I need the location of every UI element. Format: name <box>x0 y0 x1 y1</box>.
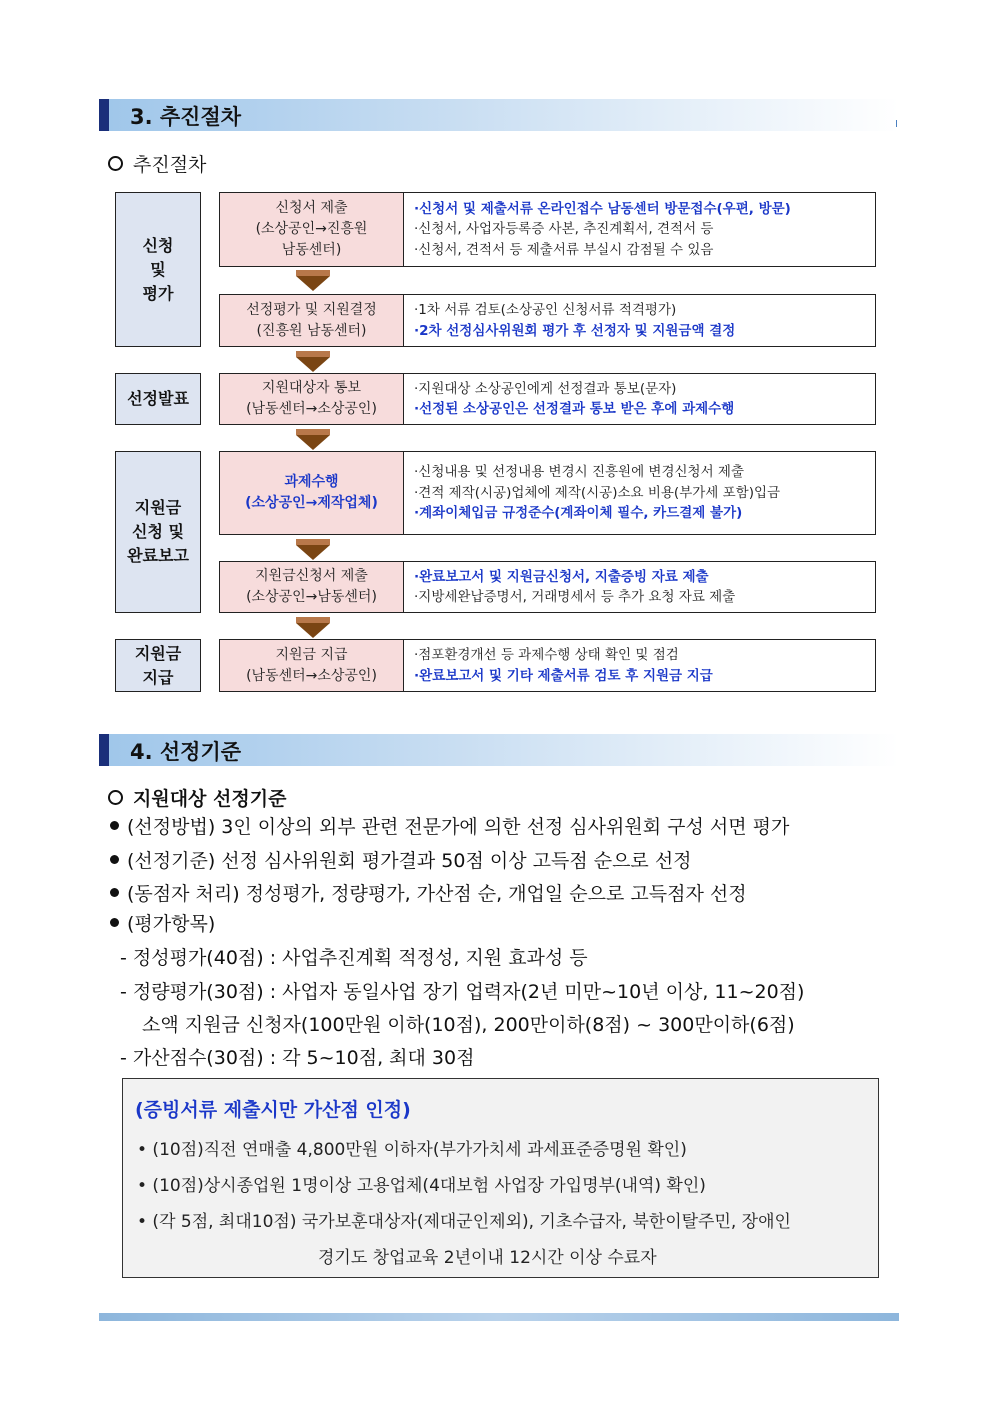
header-accent <box>99 734 109 766</box>
note-item: • (10점)직전 연매출 4,800만원 이하자(부가가치세 과세표준증명원 확인) <box>137 1140 687 1160</box>
phase-grant-payment: 지원금 지급 <box>115 639 201 692</box>
bullet-dot-icon <box>110 821 119 830</box>
criteria-item: (동점자 처리) 정성평가, 정량평가, 가산점 순, 개업일 순으로 고득점자 선정 <box>110 882 747 907</box>
bullet-dot-icon <box>110 888 119 897</box>
flow-step-notification: 지원대상자 통보 (남동센터→소상공인) <box>219 373 404 425</box>
flow-step-project-execution: 과제수행 (소상공인→제작업체) <box>219 451 404 535</box>
eval-item: 소액 지원금 신청자(100만원 이하(10점), 200만이하(8점) ~ 300만이하(6점) <box>142 1014 795 1036</box>
circle-bullet-icon <box>108 790 123 805</box>
section-3-header <box>99 99 899 131</box>
note-item: • (각 5점, 최대10점) 국가보훈대상자(제대군인제외), 기초수급자, 북한이탈주민, 장애인 <box>137 1212 791 1232</box>
down-arrow-icon <box>296 270 330 291</box>
criteria-item: (선정기준) 선정 심사위원회 평가결과 50점 이상 고득점 순으로 선정 <box>110 849 692 874</box>
flow-step-grant-payment: 지원금 지급 (남동센터→소상공인) <box>219 639 404 692</box>
footer-bar <box>99 1313 899 1321</box>
circle-bullet-icon <box>108 156 123 171</box>
section-3-title: 3. 추진절차 <box>130 105 242 129</box>
header-accent <box>99 99 109 131</box>
phase-selection-announcement: 선정발표 <box>115 373 201 425</box>
down-arrow-icon <box>296 429 330 450</box>
section-4-header <box>99 734 899 766</box>
flow-step-description: ·점포환경개선 등 과제수행 상태 확인 및 점검 ·완료보고서 및 기타 제출서류 검토 후 지원금 지급 <box>404 639 876 692</box>
section-4-title: 4. 선정기준 <box>130 740 242 764</box>
down-arrow-icon <box>296 617 330 638</box>
flow-step-evaluation-decision: 선정평가 및 지원결정 (진흥원 남동센터) <box>219 294 404 347</box>
eval-item: - 정량평가(30점) : 사업자 동일사업 장기 업력자(2년 미만~10년 이상, 11~20점) <box>120 981 805 1003</box>
eval-item: - 정성평가(40점) : 사업추진계획 적정성, 지원 효과성 등 <box>120 947 588 969</box>
flow-step-application-submit: 신청서 제출 (소상공인→진흥원 남동센터) <box>219 192 404 267</box>
subsection-heading: 추진절차 <box>108 150 206 177</box>
flow-step-description: ·신청서 및 제출서류 온라인접수 남동센터 방문접수(우편, 방문) ·신청서, 사업자등록증 사본, 추진계획서, 견적서 등 ·신청서, 견적서 등 제출서류 부실시 감점될 수 있음 <box>404 192 876 267</box>
bullet-dot-icon <box>110 918 119 927</box>
flow-step-grant-request: 지원금신청서 제출 (소상공인→남동센터) <box>219 561 404 613</box>
flow-step-description: ·신청내용 및 선정내용 변경시 진흥원에 변경신청서 제출 ·견적 제작(시공)업체에 제작(시공)소요 비용(부가세 포함)입금 ·계좌이체입금 규정준수(계좌이체 필수, 카드결제 불가) <box>404 451 876 535</box>
note-item: 경기도 창업교육 2년이내 12시간 이상 수료자 <box>318 1248 657 1268</box>
flow-step-description: ·1차 서류 검토(소상공인 신청서류 적격평가) ·2차 선정심사위원회 평가 후 선정자 및 지원금액 결정 <box>404 294 876 347</box>
eval-item: - 가산점수(30점) : 각 5~10점, 최대 30점 <box>120 1047 475 1069</box>
down-arrow-icon <box>296 351 330 372</box>
subsection-heading: 지원대상 선정기준 <box>108 784 286 811</box>
flow-step-description: ·지원대상 소상공인에게 선정결과 통보(문자) ·선정된 소상공인은 선정결과 통보 받은 후에 과제수행 <box>404 373 876 425</box>
criteria-item: (평가항목) <box>110 912 215 937</box>
phase-grant-application-report: 지원금 신청 및 완료보고 <box>115 451 201 613</box>
note-title: (증빙서류 제출시만 가산점 인정) <box>135 1099 411 1121</box>
bonus-points-note-box <box>122 1078 879 1278</box>
down-arrow-icon <box>296 539 330 560</box>
bullet-dot-icon <box>110 855 119 864</box>
criteria-item: (선정방법) 3인 이상의 외부 관련 전문가에 의한 선정 심사위원회 구성 서면 평가 <box>110 815 789 840</box>
note-item: • (10점)상시종업원 1명이상 고용업체(4대보험 사업장 가입명부(내역) 확인) <box>137 1176 706 1196</box>
phase-application-evaluation: 신청 및 평가 <box>115 192 201 347</box>
flow-step-description: ·완료보고서 및 지원금신청서, 지출증빙 자료 제출 ·지방세완납증명서, 거래명세서 등 추가 요청 자료 제출 <box>404 561 876 613</box>
